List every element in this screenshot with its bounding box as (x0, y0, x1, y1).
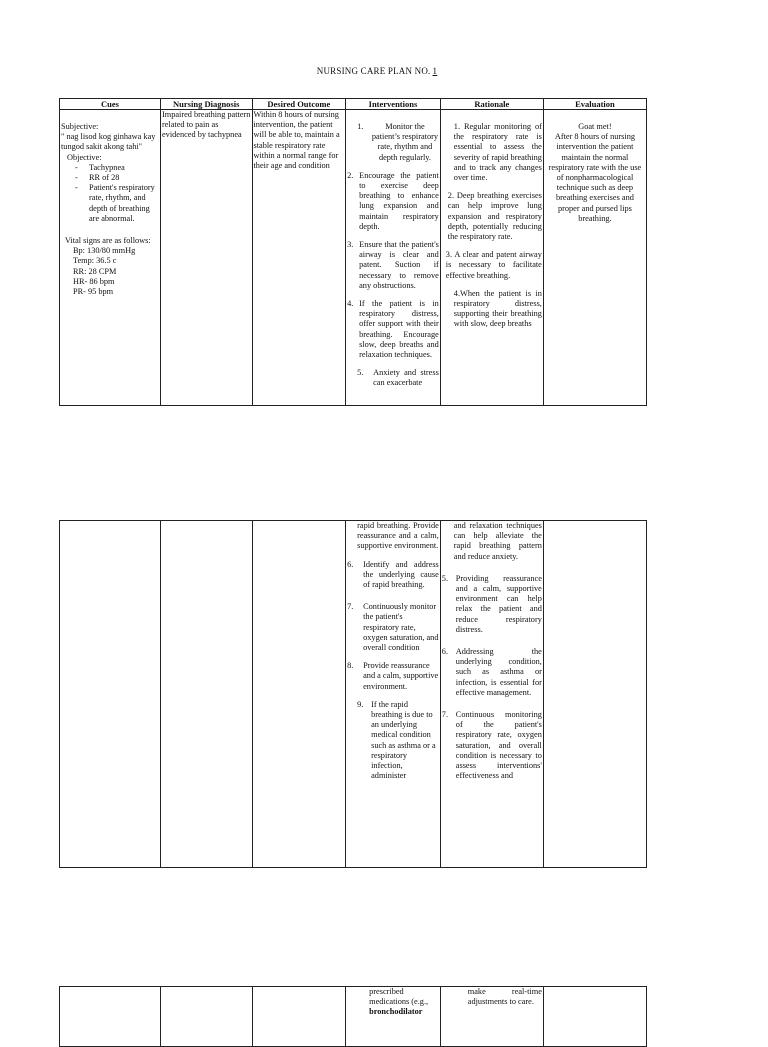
rationale-item: 3. A clear and patent airway is necessary to facilitate effective breathing. (445, 250, 542, 280)
title-text: NURSING CARE PLAN NO. (316, 66, 431, 76)
evaluation-cell (543, 987, 646, 1047)
vitals-label: Vital signs are as follows: (65, 236, 151, 246)
intervention-item (347, 602, 439, 653)
intervention-number: 8. (347, 661, 354, 671)
header-outcome: Desired Outcome (252, 99, 346, 110)
evaluation-text: After 8 hours of nursing intervention the patient maintain the normal respiratory rate with the use of nonpharmacological technique such as deep breathing exercises and proper and pursed lips breathing. (548, 132, 642, 223)
care-plan-table-page1 (59, 98, 647, 406)
objective-item: - RR of 28 (75, 173, 159, 183)
vital-rr: RR: 28 CPM (73, 266, 117, 276)
intervention-item (347, 700, 439, 782)
intervention-number: 3. (347, 240, 354, 250)
intervention-item (347, 171, 439, 232)
care-plan-table-page2 (59, 520, 647, 868)
intervention-item (347, 122, 439, 163)
outcome-cell (252, 521, 346, 868)
header-diagnosis: Nursing Diagnosis (160, 99, 252, 110)
intervention-text: Identify and address the underlying cause of rapid breathing. (363, 559, 439, 590)
rationale-cell (440, 987, 543, 1047)
intervention-number: 6. (347, 559, 354, 569)
evaluation-cell (543, 110, 646, 406)
vital-temp: Temp: 36.5 c (73, 256, 117, 266)
objective-label: Objective: (67, 152, 102, 162)
rationale-cell (440, 521, 543, 868)
intervention-text: Ensure that the patient's airway is clear and patent. Suction if necessary to remove any obstructions. (359, 240, 439, 290)
intervention-text: Continuously monitor the patient's respiratory rate, oxygen saturation, and overall condition (363, 602, 439, 653)
intervention-item (347, 299, 439, 360)
rationale-item (442, 647, 542, 698)
intervention-item (347, 240, 439, 291)
rationale-number: 7. (441, 710, 449, 720)
evaluation-heading: Goat met! (578, 122, 612, 131)
intervention-text: Encourage the patient to exercise deep breathing to enhance lung expansion and maintain respiratory depth. (359, 170, 439, 231)
intervention-text: Monitor the patient’s respiratory rate, rhythm and depth regularly. (371, 122, 439, 162)
rationale-number: 6. (441, 647, 449, 657)
intervention-text: If the patient is in respiratory distress, offer support with their breathing. Encourage slow, deep breaths and relaxation techniques. (359, 299, 439, 360)
diagnosis-cell (160, 110, 252, 406)
intervention-item (347, 368, 439, 388)
vital-hr: HR- 86 bpm (73, 276, 115, 286)
rationale-cell (440, 110, 543, 406)
header-evaluation: Evaluation (543, 99, 646, 110)
cues-cell (60, 521, 161, 868)
intervention-text-plain: prescribed medications (e.g., (369, 987, 429, 1007)
header-interventions: Interventions (346, 99, 441, 110)
page-title (0, 66, 768, 76)
intervention-number: 5. (357, 368, 364, 378)
subjective-label: Subjective: (61, 122, 99, 131)
rationale-text: and relaxation techniques can help alleviate the rapid breathing pattern and reduce anxiety. (453, 521, 542, 561)
care-plan-table-page3 (59, 986, 647, 1047)
intervention-text: If the rapid breathing is due to an underlying medical condition such as asthma or a respiratory infection, administer (371, 699, 436, 781)
interventions-cell (346, 521, 441, 868)
intervention-text (347, 987, 439, 1018)
diagnosis-text: Impaired breathing pattern related to pain as evidenced by tachypnea (161, 110, 251, 140)
rationale-text: Addressing the underlying condition, such as asthma or infection, is essential for effective management. (455, 647, 542, 697)
objective-list (61, 163, 159, 224)
evaluation-cell (543, 521, 646, 868)
rationale-text: make real-time adjustments to care. (467, 987, 542, 1007)
rationale-item: 4.When the patient is in respiratory distress, supporting their breathing with slow, deep breaths (453, 288, 542, 329)
rationale-item (442, 574, 542, 635)
rationale-item (442, 710, 542, 781)
intervention-text-bold: bronchodilator (369, 1007, 423, 1017)
intervention-number: 1. (357, 122, 364, 131)
intervention-text: rapid breathing. Provide reassurance and a calm, supportive environment. (357, 521, 439, 551)
outcome-cell (252, 110, 346, 406)
rationale-item: 1. Regular monitoring of the respiratory rate is essential to assess the severity of rapid breathing and to track any changes over time. (453, 122, 542, 183)
diagnosis-cell (160, 521, 252, 868)
diagnosis-cell (160, 987, 252, 1047)
cues-cell (60, 110, 161, 406)
subjective-quote: " nag lisod kog ginhawa kay tungod sakit akong tahi" (61, 132, 156, 152)
intervention-number: 9. (357, 699, 364, 709)
rationale-text: Continuous monitoring of the patient's respiratory rate, oxygen saturation, and overall condition is necessary to assess interventions' effectiveness and (455, 710, 542, 781)
intervention-item (347, 560, 439, 591)
vital-pr: PR- 95 bpm (73, 287, 114, 297)
header-cues: Cues (60, 99, 161, 110)
header-rationale: Rationale (440, 99, 543, 110)
interventions-cell (346, 987, 441, 1047)
objective-item: - Patient's respiratory rate, rhythm, and depth of breathing are abnormal. (75, 183, 159, 224)
rationale-item: 2. Deep breathing exercises can help improve lung expansion and respiratory depth, potentially reducing the respiratory rate. (447, 191, 542, 242)
cues-cell (60, 987, 161, 1047)
interventions-cell (346, 110, 441, 406)
outcome-text: Within 8 hours of nursing intervention, the patient will be able to, maintain a stable respiratory rate within a normal range for their age and condition (253, 110, 340, 171)
vital-bp: Bp: 130/80 mmHg (73, 246, 136, 256)
objective-item: - Tachypnea (75, 163, 159, 173)
rationale-number: 5. (441, 573, 449, 583)
intervention-text: Provide reassurance and a calm, supportive environment. (363, 661, 439, 691)
intervention-number: 4. (347, 299, 354, 309)
intervention-item (347, 661, 439, 692)
outcome-cell (252, 987, 346, 1047)
intervention-number: 2. (347, 170, 354, 180)
intervention-number: 7. (347, 602, 354, 612)
rationale-text: Providing reassurance and a calm, supportive environment can help relax the patient and reduce respiratory distress. (455, 573, 542, 634)
plan-number: 1 (432, 66, 438, 76)
intervention-text: Anxiety and stress can exacerbate (373, 368, 439, 388)
